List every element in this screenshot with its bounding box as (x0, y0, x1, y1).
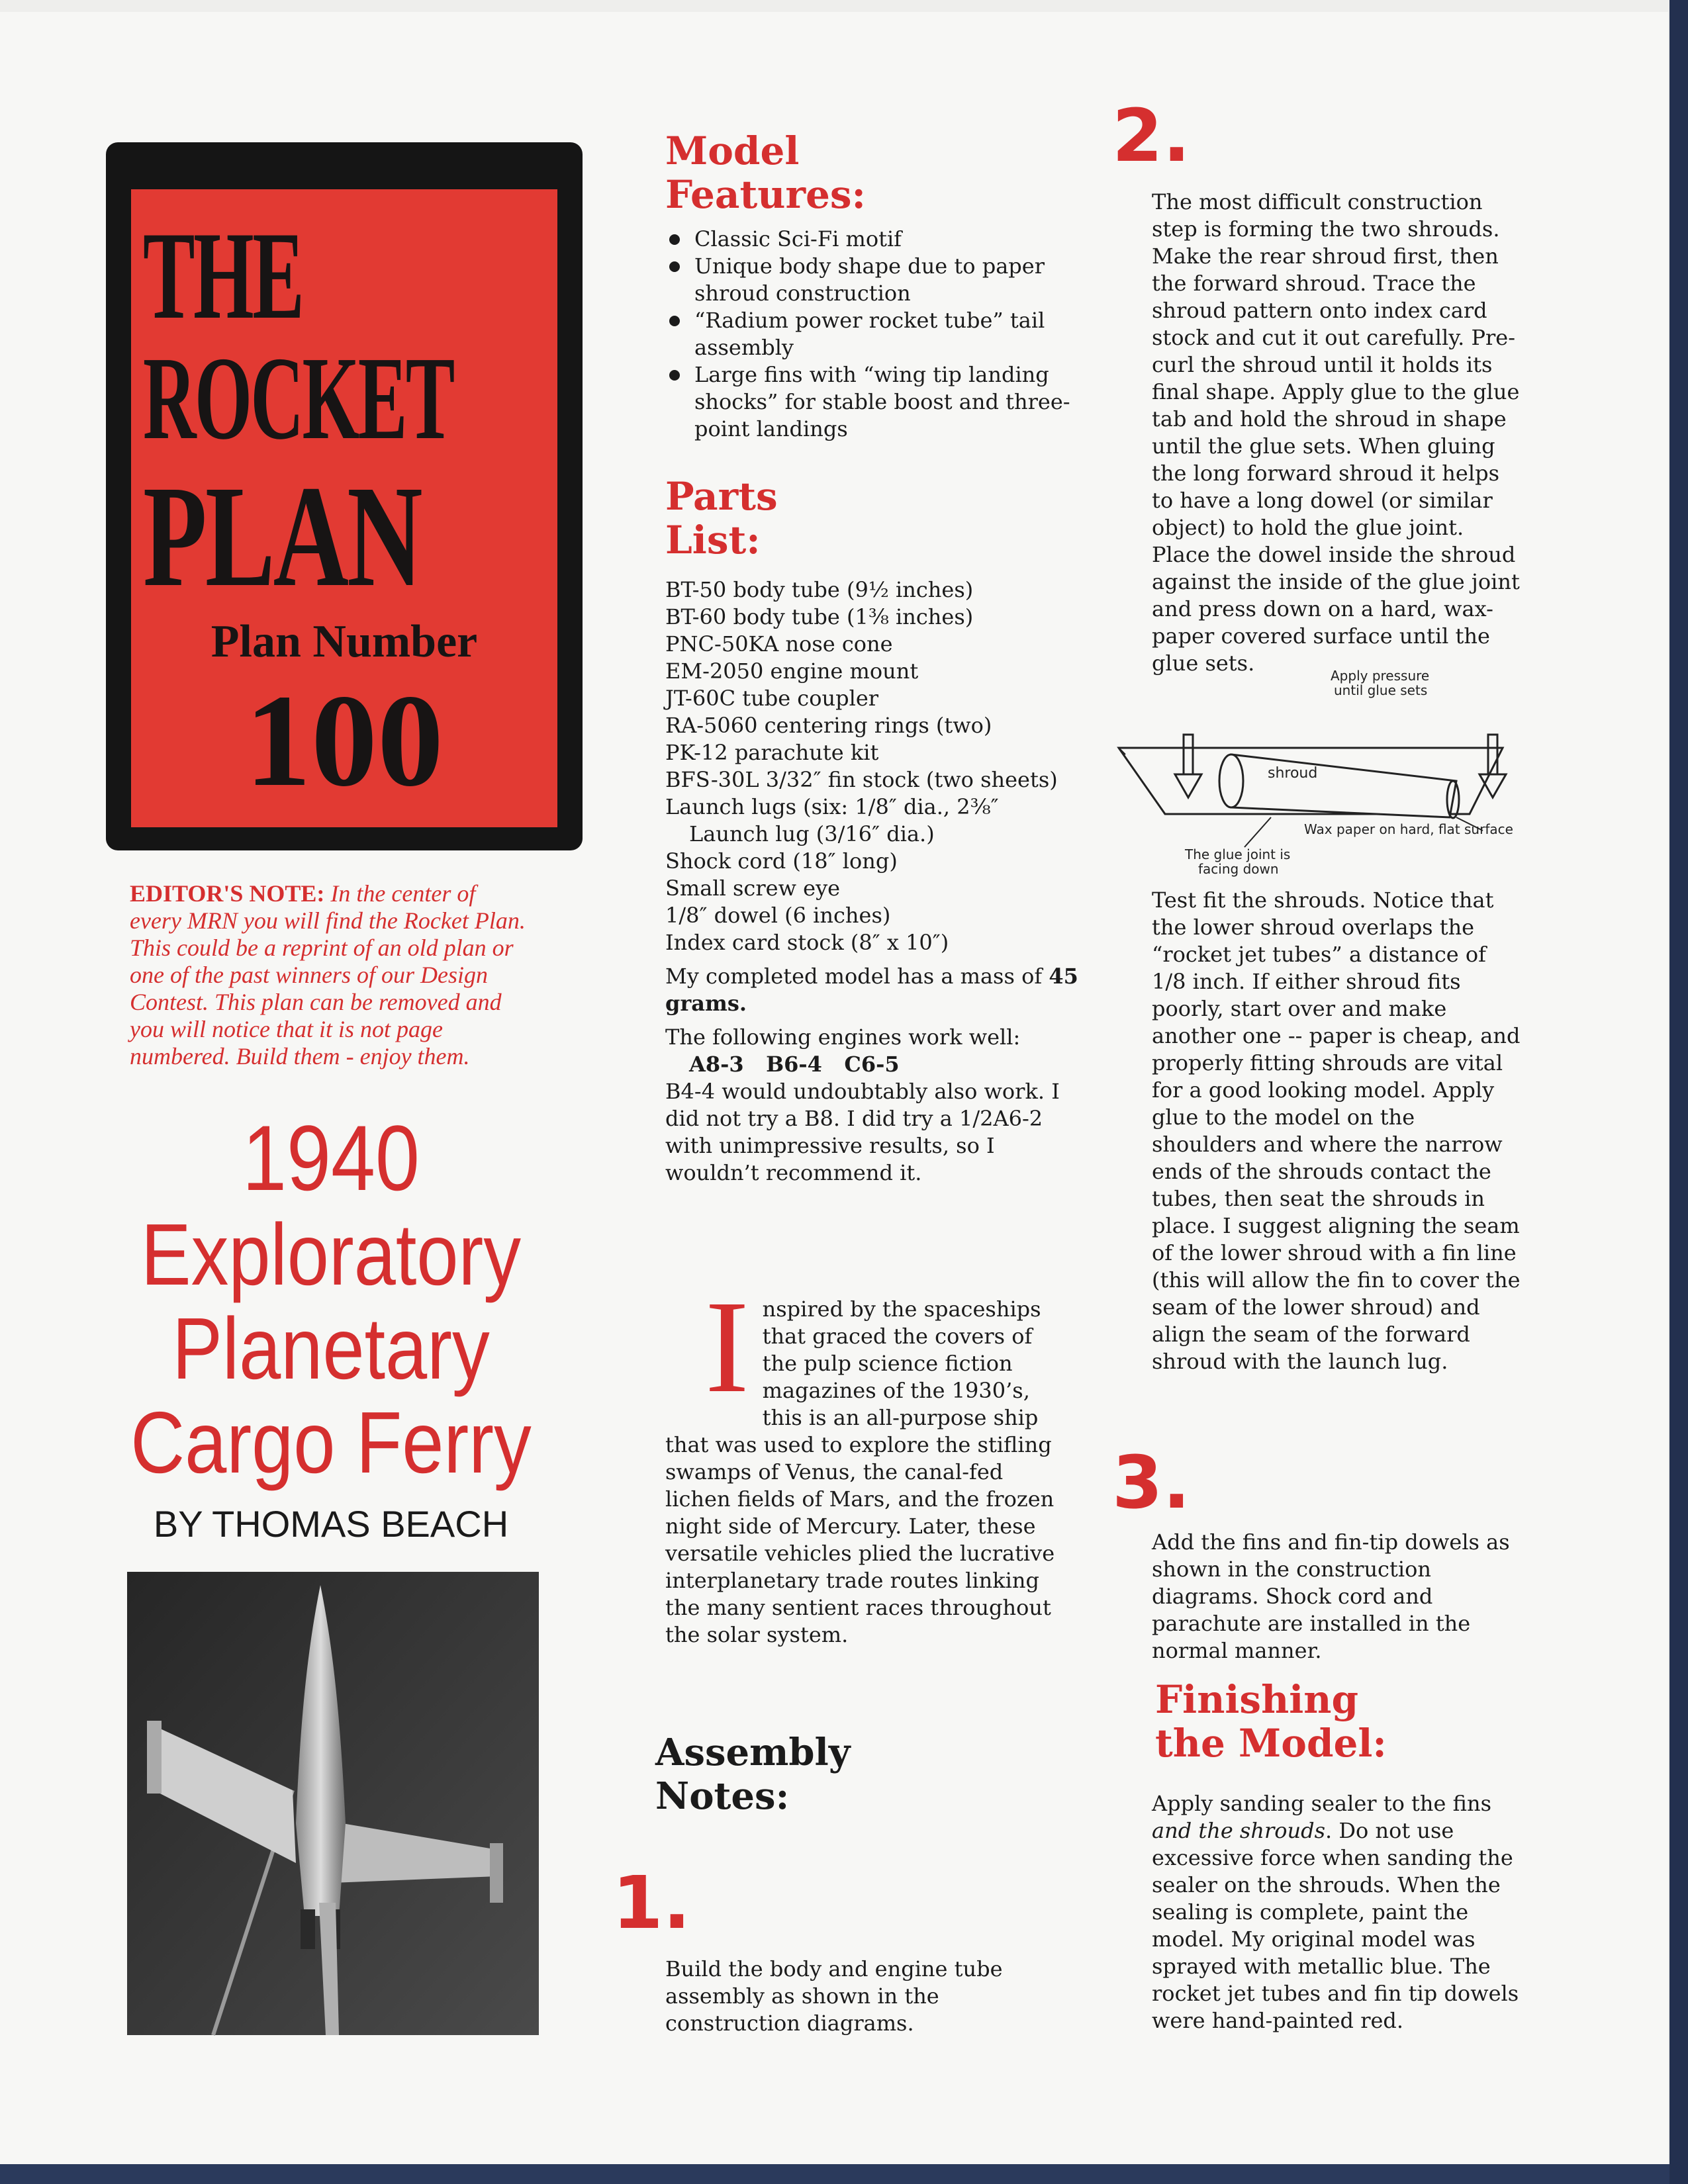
label-shroud: shroud (1268, 765, 1318, 782)
bottom-edge (0, 2164, 1669, 2184)
step-2-text: The most difficult construction step is forming the two shrouds. Make the rear shroud first, then the forward shroud. Trace the shroud pattern onto index card stock and cut it out carefully. Pre-curl the shroud until it holds its final shape. Apply glue to the glue tab and hold the shroud in shape until the glue sets. When gluing the long forward shroud it helps to have a long dowel (or similar object) to hold the glue joint. Place the dowel inside the shroud against the inside of the glue joint and press down on a hard, wax-paper covered surface until the glue sets. (1152, 189, 1520, 676)
intro-text: nspired by the spaceships that graced the covers of the pulp science fiction magazines of the 1930’s, this is an all-purpose ship that was used to explore the stifling swamps of Venus, the canal-fed lichen fields of Mars, and the frozen night side of Mercury. Later, these versatile vehicles plied the lucrative interplanetary trade routes linking the many sentient races throughout the solar system. (665, 1297, 1055, 1647)
list-item: Small screw eye (665, 876, 841, 901)
mass-text (665, 963, 1089, 1017)
engines-note: B4-4 would undoubtably also work. I did not try a B8. I did try a 1/2A6-2 with unimpressive results, so I wouldn’t recommend it. (665, 1079, 1060, 1185)
assembly-heading (655, 1731, 1053, 1818)
model-features-heading-2: Features: (665, 172, 866, 217)
assembly-heading-2: Notes: (655, 1774, 790, 1818)
finishing-heading-1: Finishing (1155, 1677, 1358, 1722)
label-pressure-1: Apply pressure (1331, 668, 1430, 684)
step-1-number: 1. (612, 1860, 691, 1945)
engines-list: A8-3 B6-4 C6-5 (689, 1052, 900, 1077)
title-cargo-ferry: Cargo Ferry (130, 1394, 532, 1491)
title-the: THE (143, 206, 303, 345)
article-title (93, 1106, 569, 1491)
step-2-number: 2. (1112, 93, 1191, 178)
parts-list-heading-2: List: (665, 518, 761, 563)
label-glue-joint-1: The glue joint is (1185, 846, 1291, 862)
finishing-text-a: Apply sanding sealer to the fins (1152, 1791, 1491, 1816)
list-item: EM-2050 engine mount (665, 659, 919, 684)
finishing-text-b: . Do not use excessive force when sanding the sealer on the shrouds. When the sealing is complete, paint the model. My original model was sprayed with metallic blue. The rocket jet tubes and fin tip dowels were hand-painted red. (1152, 1818, 1519, 2033)
step-3-text: Add the fins and fin-tip dowels as shown in the construction diagrams. Shock cord and parachute are installed in the normal manner. (1152, 1529, 1510, 1663)
byline: BY THOMAS BEACH (153, 1503, 509, 1545)
finishing-text (1152, 1790, 1523, 2034)
intro-paragraph (665, 1274, 1062, 1649)
title-panel (131, 165, 557, 827)
rocket-photo-image (127, 1572, 539, 2035)
finishing-heading (1155, 1678, 1526, 1765)
shroud-diagram-graphic (1112, 668, 1562, 880)
list-item: Shock cord (18″ long) (665, 848, 898, 874)
step-1-text: Build the body and engine tube assembly as shown in the construction diagrams. (665, 1956, 1003, 2036)
parts-list (665, 576, 1089, 956)
list-item: Launch lug (3/16″ dia.) (689, 821, 935, 846)
title-exploratory: Exploratory (140, 1206, 522, 1303)
plan-number: 100 (245, 668, 444, 814)
step-2-text-continued: Test fit the shrouds. Notice that the lower shroud overlaps the “rocket jet tubes” a distance of 1/8 inch. If either shroud fits poorly, start over and make another one -- paper is cheap, and properly fitting shrouds are vital for a good looking model. Apply glue to the model on the shoulders and where the narrow ends of the shrouds contact the tubes, then seat the shrouds in place. I suggest aligning the seam of the lower shroud with a fin line (this will allow the fin to cover the seam of the lower shroud) and align the seam of the forward shroud with the launch lug. (1152, 887, 1521, 1374)
title-plan: PLAN (143, 455, 421, 617)
list-item: BT-60 body tube (1⅜ inches) (665, 604, 974, 629)
list-item: PNC-50KA nose cone (665, 631, 893, 657)
list-item: 1/8″ dowel (6 inches) (665, 903, 891, 928)
title-rocket: ROCKET (143, 332, 453, 464)
step-3-number: 3. (1112, 1440, 1191, 1525)
mass-label: My completed model has a mass of (665, 964, 1043, 989)
drop-cap: I (705, 1274, 749, 1420)
title-year: 1940 (242, 1106, 420, 1210)
list-item: “Radium power rocket tube” tail assembly (665, 307, 1089, 361)
model-features-heading-1: Model (665, 128, 800, 173)
column-middle (665, 129, 1089, 1187)
editors-note-text: In the center of every MRN you will find the Rocket Plan. This could be a reprint of an old plan or one of the past winners of our Design Contest. This plan can be removed and you will notice that it is not page numbered. Build them - enjoy them. (130, 880, 526, 1069)
list-item: RA-5060 centering rings (two) (665, 713, 992, 738)
list-item: PK-12 parachute kit (665, 740, 879, 765)
title-bar (131, 165, 557, 189)
finishing-text-emphasis: and the shrouds (1152, 1818, 1326, 1843)
list-item: Classic Sci-Fi motif (665, 226, 1089, 253)
label-glue-joint-2: facing down (1198, 861, 1279, 877)
list-item: BT-50 body tube (9½ inches) (665, 577, 974, 602)
finishing-heading-2: the Model: (1155, 1721, 1387, 1766)
title-block (106, 142, 583, 850)
list-item: Large fins with “wing tip landing shocks” for stable boost and three-point landings (665, 361, 1089, 443)
editors-note (130, 880, 527, 1070)
editors-note-lead: EDITOR'S NOTE: (130, 880, 325, 907)
list-item: Launch lugs (six: 1/8″ dia., 2⅜″ (665, 794, 999, 819)
rocket-photo (127, 1572, 539, 2035)
mass-value: 45 grams. (665, 964, 1078, 1016)
shroud-diagram (1112, 668, 1562, 880)
label-pressure-2: until glue sets (1334, 682, 1428, 698)
model-features-list (665, 226, 1089, 443)
title-planetary: Planetary (172, 1300, 490, 1397)
list-item: Index card stock (8″ x 10″) (665, 930, 949, 955)
assembly-heading-1: Assembly (655, 1731, 851, 1774)
list-item: Unique body shape due to paper shroud construction (665, 253, 1089, 307)
list-item: BFS-30L 3/32″ fin stock (two sheets) (665, 767, 1058, 792)
plan-number-label: Plan Number (211, 616, 478, 667)
engines-intro: The following engines work well: (665, 1024, 1021, 1050)
parts-list-heading-1: Parts (665, 474, 778, 519)
list-item: JT-60C tube coupler (665, 686, 879, 711)
binding-edge (1669, 0, 1688, 2184)
label-wax-paper: Wax paper on hard, flat surface (1304, 821, 1513, 837)
